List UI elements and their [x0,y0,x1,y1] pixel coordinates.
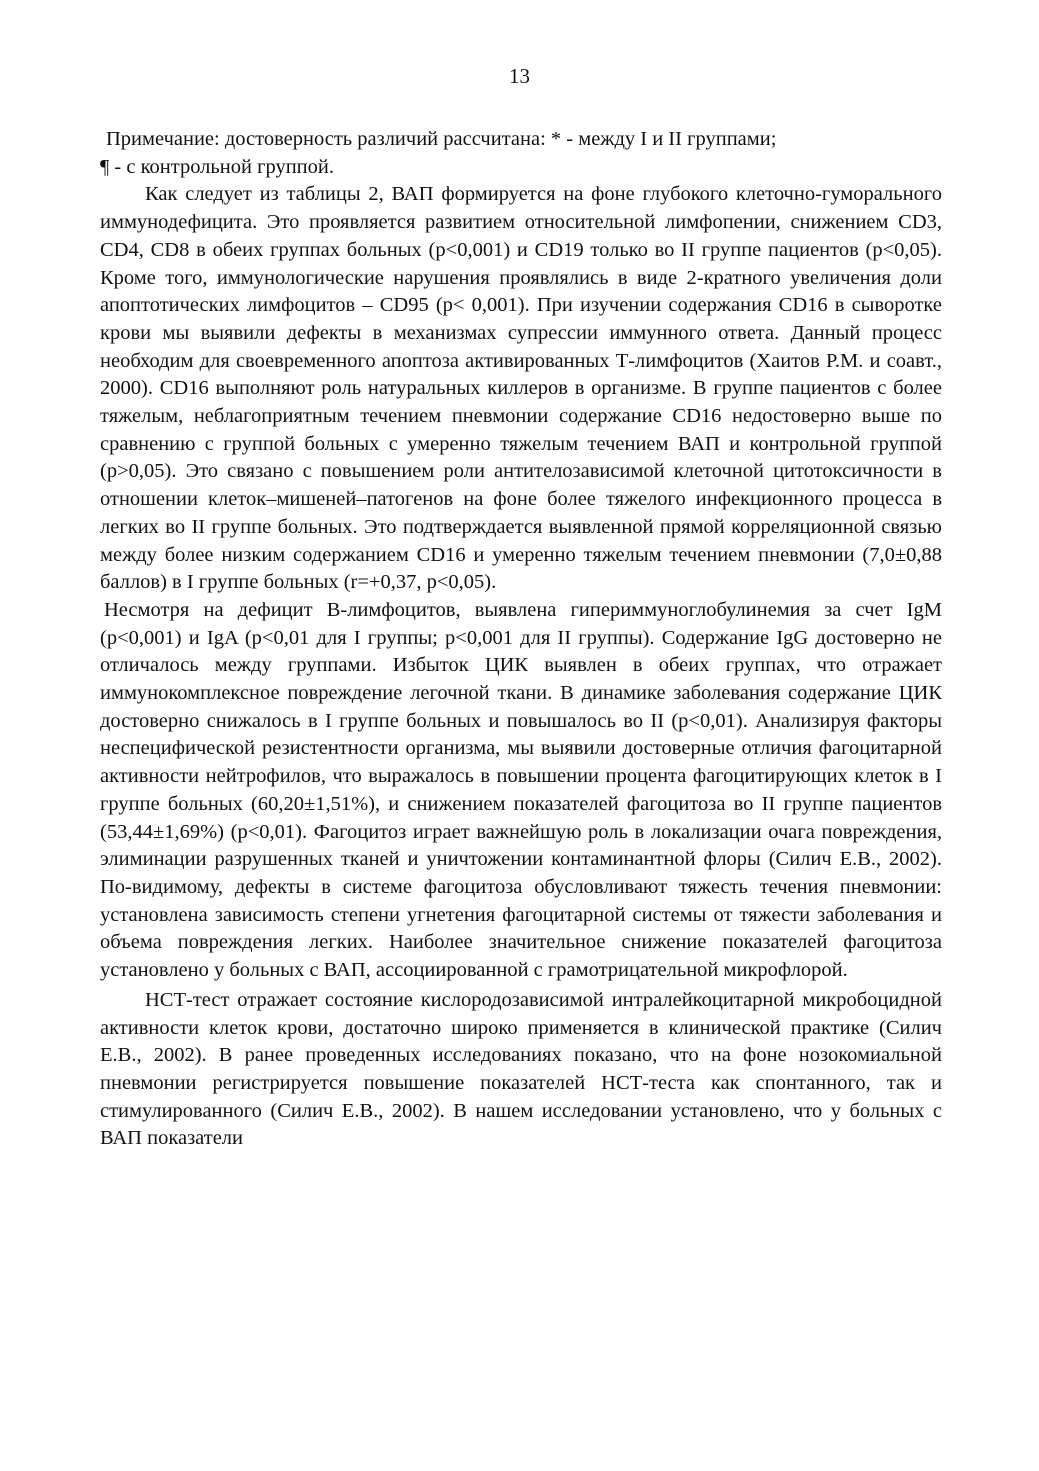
page-number: 13 [509,64,530,88]
document-body [100,126,942,1153]
paragraph-humoral-immunity: Несмотря на дефицит В-лимфоцитов, выявлена гипериммуноглобулинемия за счет IgM (p<0,001) и IgA (p<0,01 для I группы; p<0,001 для II группы). Содержание IgG достоверно не отличалось между группами. Избыток ЦИК выявлен в обеих группах, что отражает иммунокомплексное повреждение легочной ткани. В динамике заболевания содержание ЦИК достоверно снижалось в I группе больных и повышалось во II (p<0,01). Анализируя факторы неспецифической резистентности организма, мы выявили достоверные отличия фагоцитарной активности нейтрофилов, что выражалось в повышении процента фагоцитирующих клеток в I группе больных (60,20±1,51%), и снижением показателей фагоцитоза во II группе пациентов (53,44±1,69%) (p<0,01). Фагоцитоз играет важнейшую роль в локализации очага повреждения, элиминации разрушенных тканей и уничтожении контаминантной флоры (Силич Е.В., 2002). По-видимому, дефекты в системе фагоцитоза обусловливают тяжесть течения пневмонии: установлена зависимость степени угнетения фагоцитарной системы от тяжести заболевания и объема повреждения легких. Наиболее значительное снижение показателей фагоцитоза установлено у больных с ВАП, ассоциированной с грамотрицательной микрофлорой. [100,598,942,982]
table-note-line-1: Примечание: достоверность различий рассчитана: * - между I и II группами; [106,128,777,150]
paragraph-cellular-immunity: Как следует из таблицы 2, ВАП формируется на фоне глубокого клеточно-гуморального иммунодефицита. Это проявляется развитием относительной лимфопении, снижением CD3, CD4, CD8 в обеих группах больных (p<0,001) и CD19 только во II группе пациентов (p<0,05). Кроме того, иммунологические нарушения проявлялись в виде 2-кратного увеличения доли апоптотических лимфоцитов – CD95 (p< 0,001). При изучении содержания CD16 в сыворотке крови мы выявили дефекты в механизмах супрессии иммунного ответа. Данный процесс необходим для своевременного апоптоза активированных Т-лимфоцитов (Хаитов Р.М. и соавт., 2000). CD16 выполняют роль натуральных киллеров в организме. В группе пациентов с более тяжелым, неблагоприятным течением пневмонии содержание CD16 недостоверно выше по сравнению с группой больных с умеренно тяжелым течением ВАП и контрольной группой (p>0,05). Это связано с повышением роли антителозависимой клеточной цитотоксичности в отношении клеток–мишеней–патогенов на фоне более тяжелого инфекционного процесса в легких во II группе больных. Это подтверждается выявленной прямой корреляционной связью между более низким содержанием CD16 и умеренно тяжелым течением пневмонии (7,0±0,88 баллов) в I группе больных (r=+0,37, p<0,05). [100,183,942,594]
paragraph-nbt-test: НСТ-тест отражает состояние кислородозависимой интралейкоцитарной микробоцидной активности клеток крови, достаточно широко применяется в клинической практике (Силич Е.В., 2002). В ранее проведенных исследованиях показано, что на фоне нозокомиальной пневмонии регистрируется повышение показателей НСТ-теста как спонтанного, так и стимулированного (Силич Е.В., 2002). В нашем исследовании установлено, что у больных с ВАП показатели [100,988,942,1150]
table-note-line-2: ¶ - с контрольной группой. [100,155,334,178]
